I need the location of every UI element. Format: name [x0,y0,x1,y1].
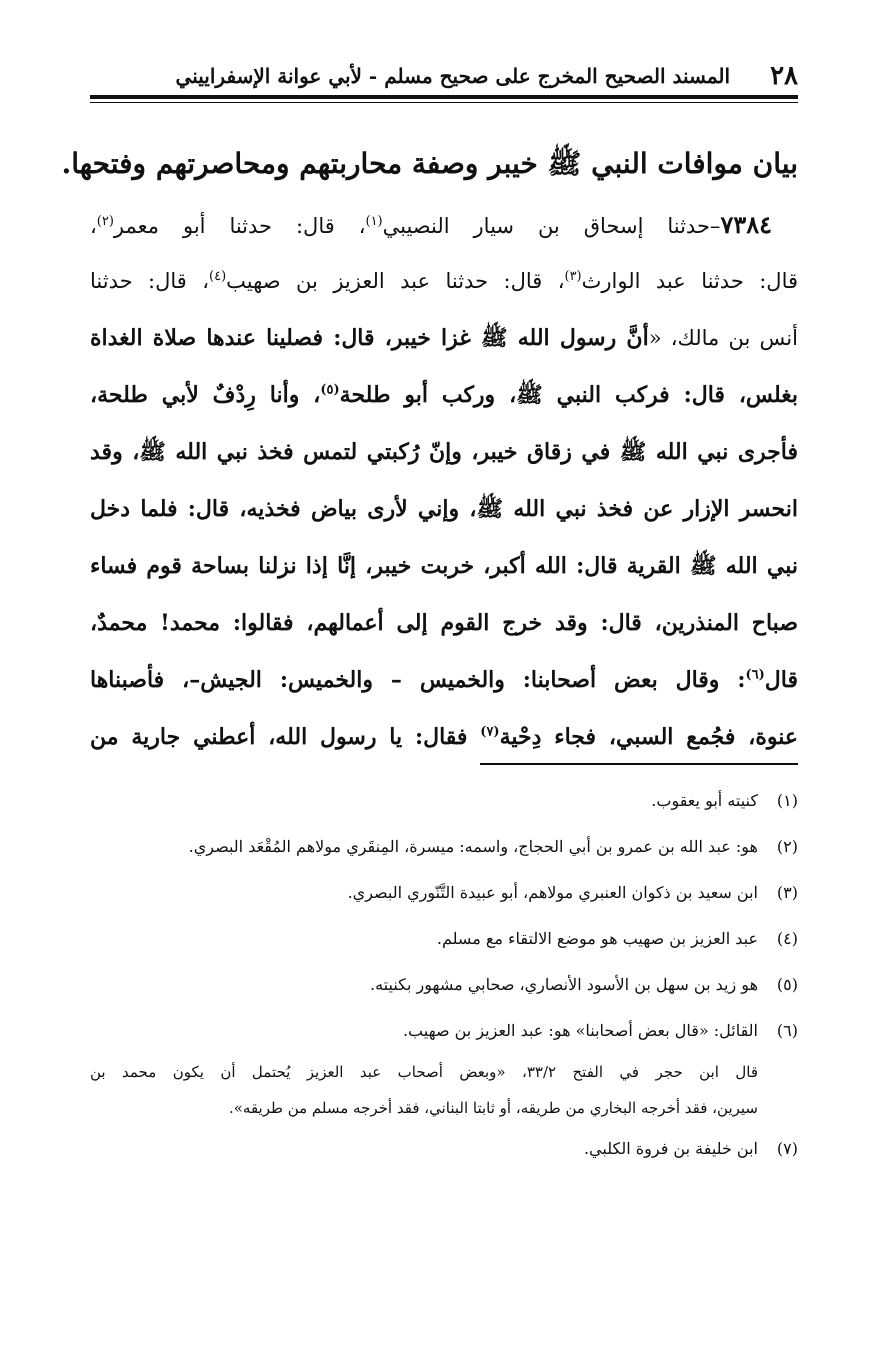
footnote-marker: (٧) [776,1139,798,1158]
text-line: صباح المنذرين، قال: وقد خرج القوم إلى أعمالهم، فقالوا: محمد! محمدٌ، [90,610,798,636]
footnote-item [90,870,798,916]
text-segment: ، قال: حدثنا أبو معمر [113,214,366,238]
hadith-number: ٧٣٨٤ [720,210,772,239]
text-segment: قال: حدثنا عبد الوارث [581,269,799,293]
text-line: فأجرى نبي الله ﷺ في زقاق خيبر، وإنّ رُكبتي لتمس فخذ نبي الله ﷺ، وقد [90,439,798,465]
footnote-ref: (٧) [480,724,500,740]
text-segment: ، قال: حدثنا [90,269,210,293]
page-number: ٢٨ [770,61,798,91]
footnote-text: القائل: «قال بعض أصحابنا» هو: عبد العزيز بن صهيب. [402,1021,758,1040]
footnote-continuation: قال ابن حجر في الفتح ٣٣/٢، «وبعض أصحاب عبد العزيز يُحتمل أن يكون محمد بن [90,1063,758,1081]
text-segment: ، وأنا رِدْفٌ لأبي طلحة، [90,382,321,408]
text-segment: –حدثنا إسحاق بن سيار النصيبي [382,214,721,238]
footnote-text: هو: عبد الله بن عمرو بن أبي الحجاج، واسمه: ميسرة، المِنقَري مولاهم المُقْعَد البصري. [188,837,758,856]
footnote-continuation: سيرين، فقد أخرجه البخاري من طريقه، أو ثابتا البناني، فقد أخرجه مسلم من طريقه». [228,1099,758,1117]
text-segment: قال [764,667,798,693]
running-title: المسند الصحيح المخرج على صحيح مسلم - لأبي عوانة الإسفراييني [175,64,731,88]
text-line [90,367,798,424]
footnote-text: ابن خليفة بن فروة الكلبي. [583,1139,758,1158]
footnote-text: كنيته أبو يعقوب. [651,791,758,810]
footnote-ref: (١) [365,214,383,229]
header-rule-thin [90,102,798,103]
footnote-marker: (١) [776,791,798,810]
footnote-item [90,778,798,824]
text-segment: بغلس، قال: فركب النبي ﷺ، وركب أبو طلحة [339,382,798,408]
footnote-marker: (٤) [776,929,798,948]
text-line [90,253,798,310]
chapter-heading: بيان موافات النبي ﷺ خيبر وصفة محاربتهم ومحاصرتهم وفتحها. [61,147,798,180]
text-line [90,709,798,766]
text-line [90,310,798,367]
text-line: انحسر الإزار عن فخذ نبي الله ﷺ، وإني لأرى بياض فخذيه، قال: فلما دخل [90,496,798,522]
footnote-item [90,824,798,870]
footnote-ref: (٦) [745,667,765,683]
text-segment: عنوة، فجُمع السبي، فجاء دِحْية [499,724,798,750]
text-line [90,196,798,253]
footnote-item [90,962,798,1008]
footnote-marker: (٢) [776,837,798,856]
running-header [90,56,798,96]
footnote-text: ابن سعيد بن ذكوان العنبري مولاهم، أبو عبيدة التَّنّوري البصري. [347,883,758,902]
text-line [90,652,798,709]
footnote-ref: (٤) [209,269,227,284]
footnote-text: عبد العزيز بن صهيب هو موضع الالتقاء مع مسلم. [436,929,758,948]
footnotes [90,778,798,1172]
text-line: نبي الله ﷺ القرية قال: الله أكبر، خربت خيبر، إنَّا إذا نزلنا بساحة قوم فساء [90,553,798,579]
footnote-ref: (٥) [320,382,340,398]
footnote-marker: (٥) [776,975,798,994]
hadith-matn: أنَّ رسول الله ﷺ غزا خيبر، قال: فصلينا عندها صلاة الغداة [90,325,649,351]
footnote-item [90,916,798,962]
footnote-marker: (٦) [776,1021,798,1040]
text-segment: فقال: يا رسول الله، أعطني جارية من [90,724,481,750]
footnote-ref: (٣) [564,269,582,284]
hadith-text [90,196,798,766]
footnote-text: هو زيد بن سهل بن الأسود الأنصاري، صحابي مشهور بكنيته. [370,975,758,994]
header-rule [90,95,798,99]
text-segment: ، [90,214,97,238]
footnote-marker: (٣) [776,883,798,902]
footnote-ref: (٢) [96,214,114,229]
footnote-separator [480,763,798,765]
text-segment: أنس بن مالك، « [648,326,798,350]
text-segment: ، قال: حدثنا عبد العزيز بن صهيب [226,269,565,293]
text-segment: : وقال بعض أصحابنا: والخميس – والخميس: الجيش–، فأصبناها [90,667,746,693]
footnote-item [90,1008,798,1054]
footnote-item [90,1126,798,1172]
